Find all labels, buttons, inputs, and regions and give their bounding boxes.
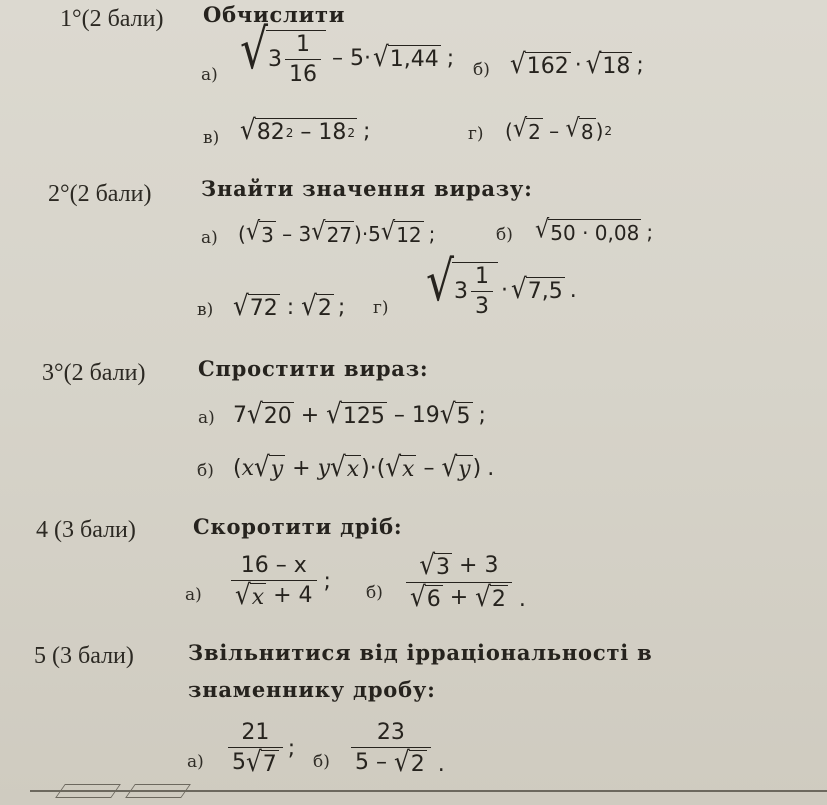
exponent: 2 <box>604 124 613 138</box>
task2a-expression <box>238 217 436 247</box>
radicand: 6 <box>426 587 441 612</box>
radical-sign-icon: √ <box>240 17 269 82</box>
task4-title: Скоротити дріб: <box>193 514 403 539</box>
task5-title-line1: Звільнитися від ірраціональності в <box>188 640 653 665</box>
radical-sign-icon: √ <box>426 249 455 314</box>
paren: ( <box>238 222 246 246</box>
radicand: 5 <box>456 404 471 429</box>
task5-number: 5 (3 бали) <box>34 643 134 669</box>
mixed-integer: 3 <box>268 47 283 72</box>
operator: – 19 <box>386 403 440 428</box>
radical-sign-icon: √ <box>235 578 251 611</box>
task2g-label: г) <box>373 298 389 318</box>
frac-num <box>415 548 502 582</box>
operator: – 5· <box>332 46 372 71</box>
task1v-expression <box>240 113 371 146</box>
task2g-expression <box>426 249 577 319</box>
task1a-label: а) <box>201 65 218 85</box>
radical-sign-icon: √ <box>380 217 396 247</box>
separator: ; <box>636 53 644 78</box>
end-dot: . <box>437 752 445 777</box>
task3b-expression <box>233 450 495 483</box>
radicand: 50 · 0,08 <box>550 221 640 245</box>
border-decoration <box>55 784 121 798</box>
end-dot: . <box>569 278 577 303</box>
task1g-expression <box>505 114 613 144</box>
frac-num: 1 <box>296 32 311 57</box>
radical-sign-icon: √ <box>311 217 326 247</box>
task4b-expression <box>403 548 526 613</box>
task5b-label: б) <box>313 752 330 772</box>
frac-den <box>228 747 283 777</box>
task1a-expression <box>240 17 455 87</box>
sqrt-big <box>240 17 326 87</box>
task2-title: Знайти значення виразу: <box>201 176 533 201</box>
operator: – <box>542 119 566 143</box>
separator: ; <box>646 220 654 244</box>
separator: ; <box>337 295 346 320</box>
base: 18 <box>318 120 347 145</box>
operator: : <box>279 295 302 320</box>
task3-title: Спростити вираз: <box>198 356 429 381</box>
operator: – <box>416 456 442 481</box>
radicand: 18 <box>602 54 631 79</box>
task5-title-line2: знаменнику дробу: <box>188 677 436 702</box>
task1v-label: в) <box>203 128 220 148</box>
operator: + <box>442 585 476 610</box>
paren: ( <box>505 119 513 143</box>
radicand: x <box>251 585 265 610</box>
task3a-label: а) <box>198 408 215 428</box>
task2v-expression <box>233 289 346 322</box>
radicand: 20 <box>263 404 292 429</box>
task4b-label: б) <box>366 583 383 603</box>
separator: ; <box>362 119 371 144</box>
radical-sign-icon: √ <box>254 450 270 483</box>
radical-sign-icon: √ <box>419 548 436 581</box>
separator: ; <box>478 403 486 428</box>
radical-sign-icon: √ <box>410 580 426 613</box>
radicand: 12 <box>396 223 422 247</box>
radical-sign-icon: √ <box>439 397 456 430</box>
exponent: 2 <box>347 125 355 140</box>
radicand: 7 <box>262 752 277 777</box>
base: 82 <box>256 120 285 145</box>
radical-sign-icon: √ <box>233 289 249 322</box>
task4a-label: а) <box>185 585 202 605</box>
radicand: y <box>458 457 471 482</box>
task2-number: 2°(2 бали) <box>48 181 152 207</box>
end-dot: . <box>487 456 495 481</box>
task2v-label: в) <box>197 300 214 320</box>
task3-number: 3°(2 бали) <box>42 360 146 386</box>
radical-sign-icon: √ <box>245 217 261 247</box>
operator: – <box>293 120 319 145</box>
task5b-expression <box>348 720 445 777</box>
radical-sign-icon: √ <box>385 450 402 483</box>
radical-sign-icon: √ <box>240 113 256 146</box>
radicand: 1,44 <box>389 47 439 72</box>
task1b-label: б) <box>473 60 490 80</box>
operator: – 3 <box>275 222 312 246</box>
radicand: 2 <box>410 752 425 777</box>
paren: ( <box>233 456 242 481</box>
radical-sign-icon: √ <box>373 40 389 73</box>
border-decoration <box>125 784 191 798</box>
radical-sign-icon: √ <box>330 450 346 483</box>
task2b-expression <box>535 215 654 245</box>
task1-number: 1°(2 бали) <box>60 6 164 32</box>
task5a-expression <box>225 720 295 777</box>
frac-num: 23 <box>376 720 405 745</box>
radicand: 2 <box>528 120 541 144</box>
frac-num: 1 <box>475 264 490 289</box>
exponent: 2 <box>285 125 294 140</box>
operator: + 3 <box>452 553 499 578</box>
radicand: 2 <box>317 296 332 321</box>
task1g-label: г) <box>468 124 484 144</box>
radicand: 3 <box>261 223 274 247</box>
operator: · <box>501 278 509 303</box>
paren: ) <box>595 119 604 143</box>
radical-sign-icon: √ <box>441 450 458 483</box>
paren: ) <box>361 456 370 481</box>
task3a-expression <box>233 397 486 430</box>
radicand: 2 <box>491 587 506 612</box>
operator: + 4 <box>266 583 313 608</box>
radical-sign-icon: √ <box>326 397 342 430</box>
variable: x <box>241 456 255 481</box>
radicand: 3 <box>436 555 451 580</box>
frac-num: 16 – x <box>240 553 307 578</box>
radicand: 125 <box>342 404 385 429</box>
mixed-integer: 3 <box>454 279 469 304</box>
radicand: x <box>402 457 415 482</box>
radical-sign-icon: √ <box>393 745 410 778</box>
task2b-label: б) <box>496 225 513 245</box>
end-dot: . <box>518 587 526 612</box>
radical-sign-icon: √ <box>247 397 263 430</box>
task3b-label: б) <box>197 461 214 481</box>
radical-sign-icon: √ <box>511 272 527 305</box>
frac-den <box>406 582 512 612</box>
radicand: 8 <box>580 120 594 144</box>
operator: )·5 <box>354 222 381 246</box>
radicand: 7,5 <box>527 279 563 304</box>
radical-sign-icon: √ <box>510 47 526 80</box>
task1b-expression <box>510 47 644 80</box>
coefficient: 7 <box>233 403 247 428</box>
radical-sign-icon: √ <box>535 215 550 245</box>
frac-den: 3 <box>471 291 493 319</box>
coefficient: 5 <box>232 750 246 775</box>
radicand: y <box>270 457 284 482</box>
frac-den: 16 <box>285 59 321 87</box>
variable: y <box>317 456 331 481</box>
task1-title: Обчислити <box>203 2 346 27</box>
task4a-expression <box>228 553 331 610</box>
operator: 5 – <box>355 750 394 775</box>
operator: + <box>285 456 318 481</box>
operator: + <box>293 403 327 428</box>
task4-number: 4 (3 бали) <box>36 517 136 543</box>
operator: · <box>574 53 582 78</box>
task2a-label: а) <box>201 228 218 248</box>
radical-sign-icon: √ <box>246 745 262 778</box>
radical-sign-icon: √ <box>565 114 580 144</box>
separator: ; <box>287 736 296 761</box>
separator: ; <box>323 569 331 594</box>
radicand: 27 <box>326 223 353 247</box>
separator: ; <box>446 46 455 71</box>
frac-num: 21 <box>241 720 270 745</box>
task5a-label: а) <box>187 752 204 772</box>
radical-sign-icon: √ <box>475 580 491 613</box>
paren: ) <box>472 456 482 481</box>
radicand: 72 <box>249 296 278 321</box>
radicand: x <box>346 457 360 482</box>
radical-sign-icon: √ <box>585 47 602 80</box>
radical-sign-icon: √ <box>301 289 317 322</box>
radical-sign-icon: √ <box>512 114 528 144</box>
frac-den <box>351 747 431 777</box>
paren: ( <box>376 456 386 481</box>
frac-den <box>231 580 317 610</box>
operator: · <box>369 456 377 481</box>
separator: ; <box>428 222 436 246</box>
radicand: 162 <box>526 54 569 79</box>
